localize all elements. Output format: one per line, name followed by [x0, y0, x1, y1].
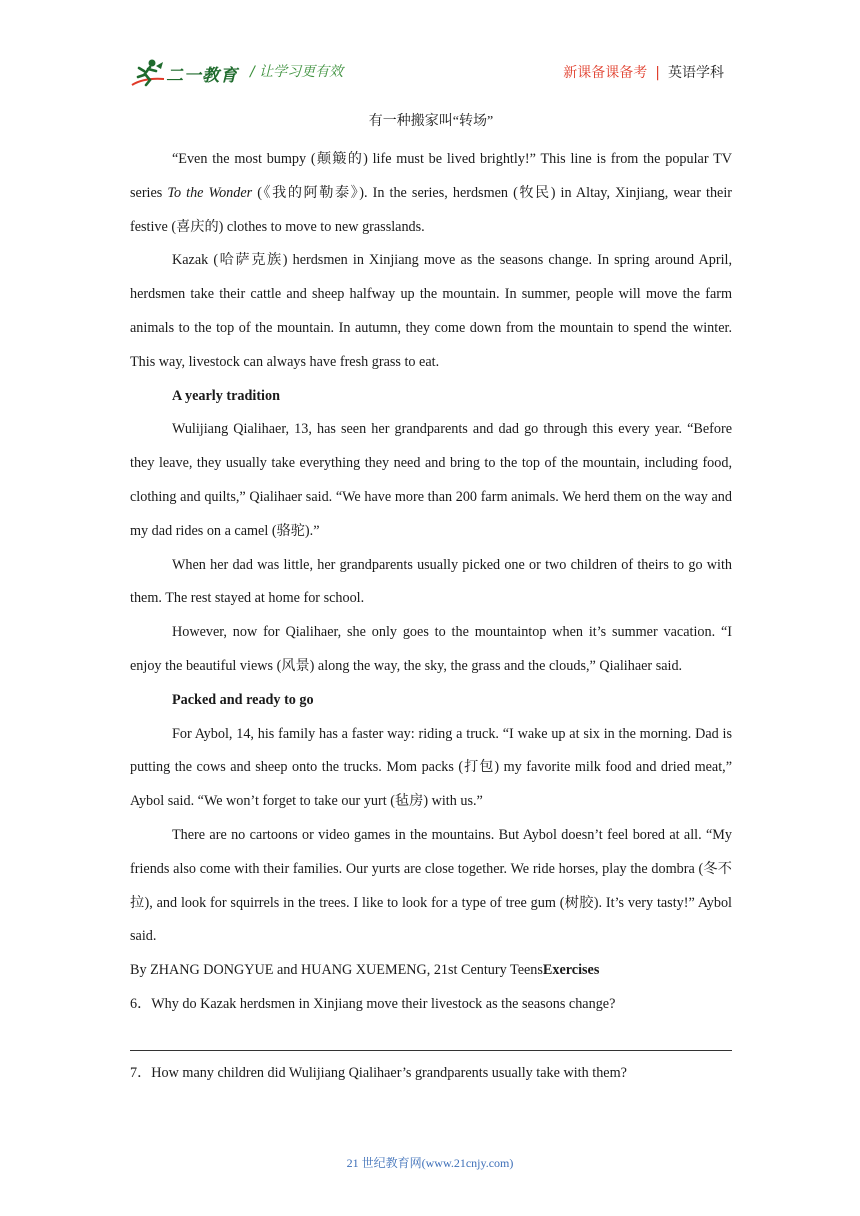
paragraph-1	[130, 143, 732, 244]
paragraph-5: However, now for Qialihaer, she only goes to the mountaintop when it’s summer vacation. “I enjoy the beautiful views (风景) along the way, the sky, the grass and the clouds,” Qialihaer said.	[130, 624, 732, 674]
article-body	[130, 110, 732, 1091]
exercises-label: Exercises	[542, 962, 600, 979]
logo	[130, 58, 240, 88]
question-7: 7．How many children did Wulijiang Qialihaer’s grandparents usually take with them?	[130, 1064, 627, 1081]
header-slogan: / 让学习更有效	[250, 64, 344, 80]
answer-line-6[interactable]	[130, 1022, 732, 1051]
subject-label: 英语学科	[668, 65, 724, 81]
paragraph-6: For Aybol, 14, his family has a faster way: riding a truck. “I wake up at six in the morning. Dad is putting the cows and sheep onto the trucks. Mom packs (打包) my favorite milk food and dried meat,” Aybol said. “We won’t forget to take our yurt (毡房) with us.”	[130, 725, 732, 810]
page-footer: 21 世纪教育网(www.21cnjy.com)	[346, 1156, 514, 1170]
byline	[130, 954, 732, 988]
course-label: 新课备课备考	[563, 65, 648, 81]
question-6: 6．Why do Kazak herdsmen in Xinjiang move their livestock as the seasons change?	[130, 995, 616, 1012]
page-header	[0, 0, 860, 100]
article-title: 有一种搬家叫“转场”	[368, 114, 494, 129]
paragraph-7: There are no cartoons or video games in the mountains. But Aybol doesn’t feel bored at all. “My friends also come with their families. Our yurts are close together. We ride horses, play the dombra (冬不拉), and look for squirrels in the trees. I like to look for a type of tree gum (树胶). It’s very tasty!” Aybol said.	[130, 826, 732, 945]
paragraph-1-part-a: “Even the most bumpy (颠簸的) life must be lived brightly!” This line is from the popular TV series	[130, 151, 732, 201]
byline-text: By ZHANG DONGYUE and HUANG XUEMENG, 21st Century Teens	[130, 962, 543, 979]
paragraph-3: Wulijiang Qialihaer, 13, has seen her grandparents and dad go through this every year. “Before they leave, they usually take everything they need and bring to the top of the mountain, including food, clothing and quilts,” Qialihaer said. “We have more than 200 farm animals. We herd them on the way and my dad rides on a camel (骆驼).”	[130, 421, 732, 539]
subtitle-packed-and-ready: Packed and ready to go	[172, 691, 314, 708]
logo-text: 二一教育	[166, 66, 238, 86]
header-separator: |	[655, 65, 660, 81]
series-title: To the Wonder	[167, 184, 253, 201]
subtitle-yearly-tradition: A yearly tradition	[172, 387, 280, 404]
paragraph-2: Kazak (哈萨克族) herdsmen in Xinjiang move as the seasons change. In spring around April, herdsmen take their cattle and sheep halfway up the mountain. In summer, people will move the farm animals to the top of the mountain. In autumn, they come down from the mountain to spend the winter. This way, livestock can always have fresh grass to eat.	[130, 252, 732, 370]
header-course-info	[563, 62, 724, 82]
paragraph-4: When her dad was little, her grandparents usually picked one or two children of theirs to go with them. The rest stayed at home for school.	[130, 556, 732, 607]
paragraph-1-part-b: (《我的阿勒泰》). In the series, herdsmen (牧民) in Altay, Xinjiang, wear their festive (喜庆的) clothes to move to new grasslands.	[130, 184, 732, 235]
runner-logo-icon	[130, 58, 166, 88]
